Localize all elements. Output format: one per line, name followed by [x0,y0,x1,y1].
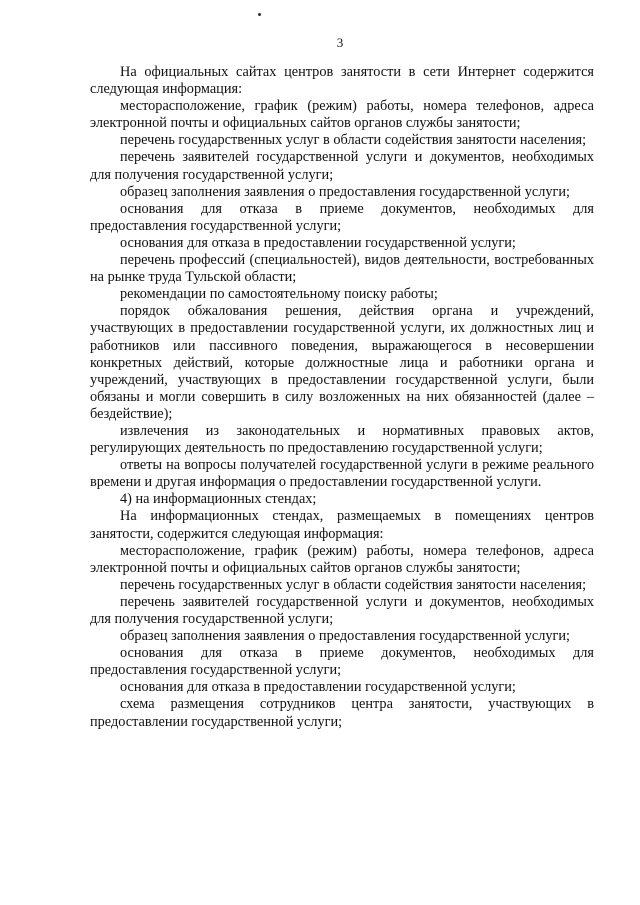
paragraph: ответы на вопросы получателей государственной услуги в режиме реального времени и другая информация о предоставлении государственной услуги. [90,457,594,491]
paragraph: основания для отказа в приеме документов, необходимых для предоставления государственной услуги; [90,645,594,679]
scan-speck [258,13,261,16]
paragraph: образец заполнения заявления о предоставления государственной услуги; [120,628,570,645]
paragraph: основания для отказа в приеме документов, необходимых для предоставления государственной услуги; [90,200,594,234]
paragraph: перечень профессий (специальностей), видов деятельности, востребованных на рынке труда Тульской области; [90,252,594,286]
paragraph: перечень заявителей государственной услуги и документов, необходимых для получения государственной услуги; [90,593,594,627]
paragraph: перечень государственных услуг в области содействия занятости населения; [120,576,587,593]
paragraph: порядок обжалования решения, действия органа и учреждений, участвующих в предоставлении государственной услуги, их должностных лиц и работников или пассивного поведения, выражающегося в несовершении конкретных действий, которые должностные лица и работники органа и учреждений, участвующих в предоставлении государственной услуги, были обязаны и могли совершить в силу возложенных на них обязанностей (далее – бездействие); [90,303,594,422]
paragraph: рекомендации по самостоятельному поиску работы; [120,286,438,303]
paragraph: извлечения из законодательных и нормативных правовых актов, регулирующих деятельность по предоставлению государственной услуги; [90,422,594,457]
paragraph: перечень государственных услуг в области содействия занятости населения; [120,132,587,149]
page-number: 3 [336,35,344,50]
paragraph: На официальных сайтах центров занятости в сети Интернет содержится следующая информация: [90,64,594,98]
paragraph: месторасположение, график (режим) работы, номера телефонов, адреса электронной почты и официальных сайтов органов службы занятости; [90,98,594,132]
paragraph: схема размещения сотрудников центра занятости, участвующих в предоставлении государственной услуги; [90,696,594,730]
paragraph: 4) на информационных стендах; [120,491,317,508]
document-body [90,64,594,731]
paragraph: перечень заявителей государственной услуги и документов, необходимых для получения государственной услуги; [90,149,594,183]
paragraph: На информационных стендах, размещаемых в помещениях центров занятости, содержится следующая информация: [90,508,594,542]
paragraph: месторасположение, график (режим) работы, номера телефонов, адреса электронной почты и официальных сайтов органов службы занятости; [90,542,594,576]
paragraph: основания для отказа в предоставлении государственной услуги; [120,234,516,251]
paragraph: основания для отказа в предоставлении государственной услуги; [120,679,516,696]
paragraph: образец заполнения заявления о предоставления государственной услуги; [120,183,570,200]
